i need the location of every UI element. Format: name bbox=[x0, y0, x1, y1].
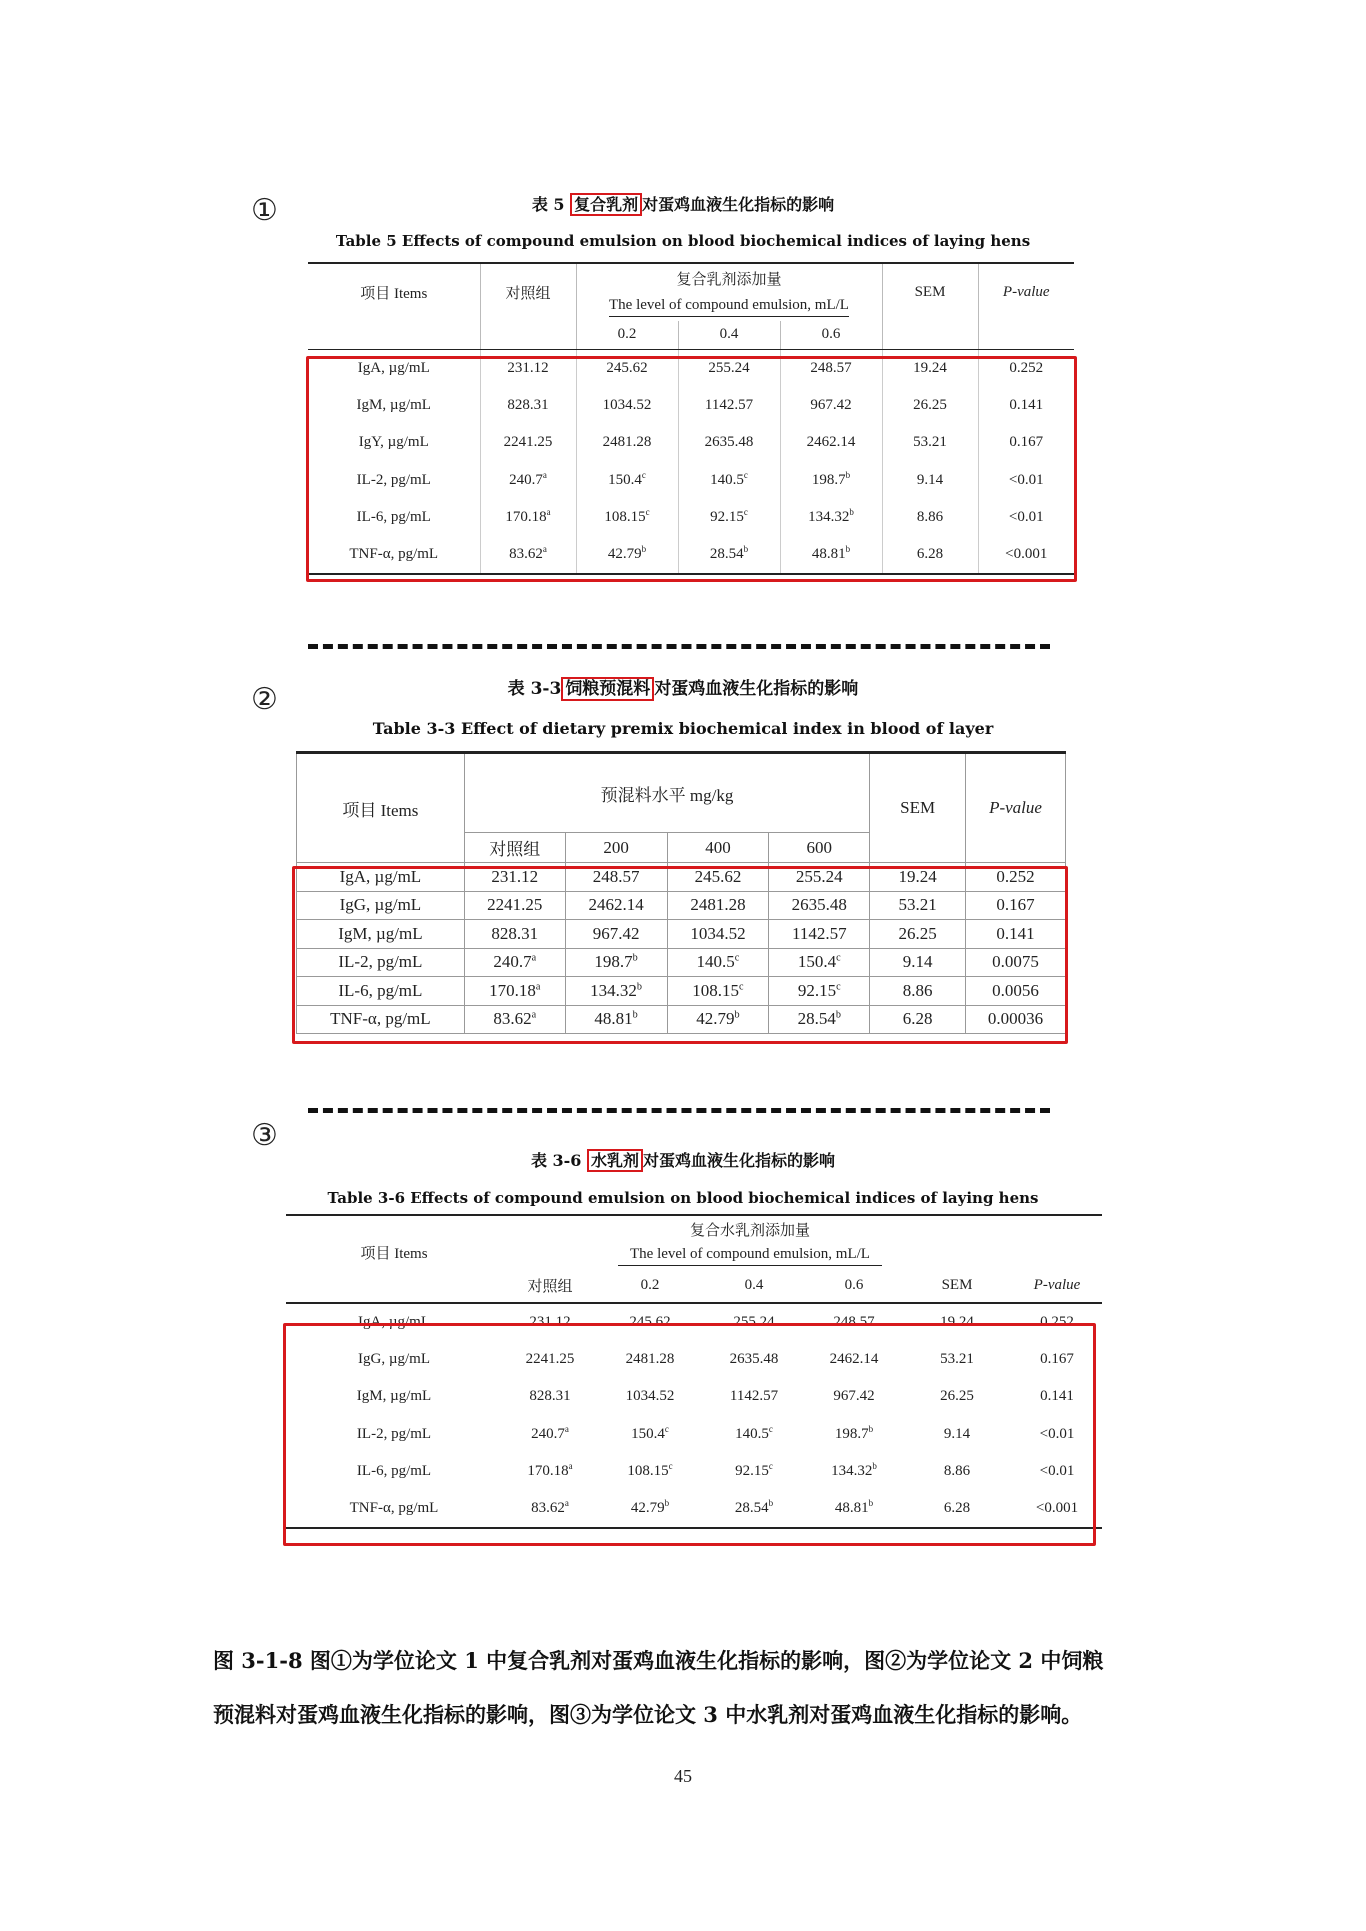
cell-p: <0.01 bbox=[1008, 509, 1044, 526]
table2-level-3: 600 bbox=[769, 833, 870, 863]
table1-title-prefix: 表 5 bbox=[531, 195, 565, 214]
cell-item: IgA, µg/mL bbox=[358, 1313, 430, 1330]
table2-title-suffix: 对蛋鸡血液生化指标的影响 bbox=[654, 679, 859, 699]
table2-header-group: 预混料水平 mg/kg bbox=[464, 753, 869, 833]
table3-header-group-cn: 复合水乳剂添加量 bbox=[598, 1215, 902, 1242]
cell-value: 48.81$^b$ bbox=[565, 1005, 667, 1034]
cell-p: 0.0056 bbox=[966, 977, 1066, 1006]
cell-value: 2481.28 bbox=[576, 424, 678, 462]
cell-value: 2481.28 bbox=[667, 891, 769, 920]
marker-2: ② bbox=[251, 682, 278, 717]
cell-item: IgM, µg/mL bbox=[356, 1388, 432, 1405]
cell-value: 2462.14 bbox=[565, 891, 667, 920]
cell-value: 150.4$^c$ bbox=[631, 1423, 669, 1442]
table1-header-items: 项目 Items bbox=[308, 263, 480, 321]
cell-control: 170.18$^a$ bbox=[464, 977, 565, 1006]
table3-highlight-box bbox=[283, 1323, 1096, 1546]
cell-value: 1142.57 bbox=[729, 1388, 779, 1405]
cell-sem: 6.28 bbox=[902, 1491, 1012, 1529]
table1-header-group-en: The level of compound emulsion, mL/L bbox=[609, 297, 849, 317]
table3-header-sem: SEM bbox=[902, 1269, 1012, 1303]
table3-title-cn bbox=[0, 1148, 1366, 1172]
cell-p: 0.252 bbox=[1040, 1313, 1074, 1330]
cell-value: 967.42 bbox=[780, 387, 882, 425]
cell-value: 2462.14 bbox=[829, 1350, 879, 1367]
table2-title-prefix: 表 3-3 bbox=[507, 679, 562, 699]
cell-value: 255.24 bbox=[678, 349, 780, 387]
table3-title-prefix: 表 3-6 bbox=[530, 1151, 582, 1170]
cell-item: IL-6, pg/mL bbox=[356, 1463, 432, 1480]
cell-sem: 8.86 bbox=[870, 977, 966, 1006]
cell-value: 48.81$^b$ bbox=[806, 1491, 902, 1529]
cell-value: 28.54$^b$ bbox=[678, 537, 780, 575]
table1-level-1: 0.4 bbox=[678, 321, 780, 349]
cell-control: 170.18$^a$ bbox=[527, 1461, 573, 1480]
cell-item: IL-6, pg/mL bbox=[308, 499, 480, 537]
cell-value: 42.79$^b$ bbox=[667, 1005, 769, 1034]
cell-value: 134.32$^b$ bbox=[831, 1461, 877, 1480]
cell-control: 231.12 bbox=[464, 863, 565, 892]
table2-title-cn bbox=[0, 674, 1366, 701]
table3-header-group-en: The level of compound emulsion, mL/L bbox=[618, 1246, 882, 1266]
table1-header-sem: SEM bbox=[882, 263, 978, 321]
cell-sem: 53.21 bbox=[870, 891, 966, 920]
table3-level-1: 0.4 bbox=[702, 1269, 806, 1303]
cell-sem: 8.86 bbox=[943, 1463, 971, 1480]
table2-highlight-box bbox=[292, 866, 1068, 1044]
table1-title-en: Table 5 Effects of compound emulsion on blood biochemical indices of laying hens bbox=[335, 232, 1031, 250]
cell-value: 967.42 bbox=[833, 1388, 875, 1405]
table3-title-highlight: 水乳剂 bbox=[587, 1149, 643, 1172]
table2-header-p: P-value bbox=[966, 753, 1066, 863]
table1-title-suffix: 对蛋鸡血液生化指标的影响 bbox=[642, 195, 835, 214]
cell-p: 0.167 bbox=[966, 891, 1066, 920]
cell-control: 83.62$^a$ bbox=[480, 537, 576, 575]
table2-level-1: 200 bbox=[565, 833, 667, 863]
cell-control: 83.62$^a$ bbox=[464, 1005, 565, 1034]
cell-item: TNF-α, pg/mL bbox=[297, 1005, 465, 1034]
cell-p: <0.001 bbox=[978, 537, 1074, 575]
cell-item: IgG, µg/mL bbox=[297, 891, 465, 920]
cell-value: 1142.57 bbox=[769, 920, 870, 949]
cell-value: 198.7$^b$ bbox=[565, 948, 667, 977]
cell-value: 42.79$^b$ bbox=[598, 1491, 702, 1529]
cell-value: 140.5$^c$ bbox=[667, 948, 769, 977]
cell-value: 967.42 bbox=[565, 920, 667, 949]
table1-level-0: 0.2 bbox=[576, 321, 678, 349]
cell-control: 2241.25 bbox=[480, 424, 576, 462]
cell-control: 170.18$^a$ bbox=[480, 499, 576, 537]
table2-title-highlight: 饲粮预混料 bbox=[561, 677, 654, 701]
cell-sem: 9.14 bbox=[882, 462, 978, 500]
cell-item: IgG, µg/mL bbox=[358, 1350, 430, 1367]
divider-1 bbox=[308, 644, 1050, 649]
cell-control: 828.31 bbox=[464, 920, 565, 949]
cell-value: 255.24 bbox=[769, 863, 870, 892]
cell-value: 245.62 bbox=[629, 1313, 671, 1330]
cell-item: IL-6, pg/mL bbox=[297, 977, 465, 1006]
table2-header-items: 项目 Items bbox=[297, 753, 465, 863]
cell-value: 248.57 bbox=[780, 349, 882, 387]
table3-header-items: 项目 Items bbox=[286, 1215, 502, 1269]
cell-item: IgA, µg/mL bbox=[297, 863, 465, 892]
cell-control: 231.12 bbox=[480, 349, 576, 387]
cell-value: 42.79$^b$ bbox=[576, 537, 678, 575]
cell-item: IgA, µg/mL bbox=[308, 349, 480, 387]
cell-p: 0.141 bbox=[1040, 1388, 1074, 1405]
cell-sem: 53.21 bbox=[882, 424, 978, 462]
cell-value: 1034.52 bbox=[576, 387, 678, 425]
cell-control: 240.7$^a$ bbox=[480, 462, 576, 500]
table3-level-2: 0.6 bbox=[806, 1269, 902, 1303]
cell-value: 134.32$^b$ bbox=[565, 977, 667, 1006]
cell-value: 134.32$^b$ bbox=[780, 499, 882, 537]
cell-control: 231.12 bbox=[529, 1313, 571, 1330]
cell-item: IgM, µg/mL bbox=[297, 920, 465, 949]
cell-value: 2635.48 bbox=[769, 891, 870, 920]
table3-title-en: Table 3-6 Effects of compound emulsion on blood biochemical indices of laying hens bbox=[327, 1189, 1039, 1207]
cell-value: 198.7$^b$ bbox=[834, 1423, 874, 1442]
cell-p: 0.252 bbox=[1009, 359, 1044, 376]
cell-value: 2635.48 bbox=[678, 424, 780, 462]
cell-p: 0.00036 bbox=[966, 1005, 1066, 1034]
cell-control: 2241.25 bbox=[525, 1350, 575, 1367]
cell-value: 245.62 bbox=[576, 349, 678, 387]
table1-header-p: P-value bbox=[978, 263, 1074, 321]
table2-level-2: 400 bbox=[667, 833, 769, 863]
cell-value: 150.4$^c$ bbox=[769, 948, 870, 977]
cell-value: 92.15$^c$ bbox=[678, 499, 780, 537]
cell-item: IL-2, pg/mL bbox=[308, 462, 480, 500]
cell-sem: 26.25 bbox=[870, 920, 966, 949]
cell-value: 2635.48 bbox=[729, 1350, 779, 1367]
table3-header-control: 对照组 bbox=[502, 1269, 598, 1303]
cell-value: 255.24 bbox=[733, 1313, 775, 1330]
cell-control: 83.62$^a$ bbox=[502, 1491, 598, 1529]
cell-p: <0.001 bbox=[1012, 1491, 1102, 1529]
page-number: 45 bbox=[674, 1766, 692, 1786]
table3-title-suffix: 对蛋鸡血液生化指标的影响 bbox=[643, 1151, 836, 1170]
cell-value: 198.7$^b$ bbox=[780, 462, 882, 500]
cell-p: 0.141 bbox=[1009, 396, 1044, 413]
cell-p: 0.0075 bbox=[966, 948, 1066, 977]
cell-sem: 26.25 bbox=[940, 1388, 974, 1405]
cell-control: 828.31 bbox=[529, 1388, 571, 1405]
cell-sem: 19.24 bbox=[940, 1313, 974, 1330]
table1-highlight-box bbox=[306, 356, 1077, 582]
cell-value: 150.4$^c$ bbox=[576, 462, 678, 500]
divider-2 bbox=[308, 1108, 1050, 1113]
cell-value: 92.15$^c$ bbox=[769, 977, 870, 1006]
cell-item: IL-2, pg/mL bbox=[297, 948, 465, 977]
marker-1: ① bbox=[251, 193, 278, 228]
cell-p: <0.01 bbox=[1008, 471, 1044, 488]
cell-p: 0.167 bbox=[1009, 434, 1044, 451]
cell-sem: 9.14 bbox=[943, 1425, 971, 1442]
table1-level-2: 0.6 bbox=[780, 321, 882, 349]
table3-level-0: 0.2 bbox=[598, 1269, 702, 1303]
cell-item: TNF-α, pg/mL bbox=[286, 1491, 502, 1529]
cell-value: 2462.14 bbox=[780, 424, 882, 462]
table2-level-0: 对照组 bbox=[464, 833, 565, 863]
cell-control: 828.31 bbox=[480, 387, 576, 425]
cell-control: 2241.25 bbox=[464, 891, 565, 920]
cell-sem: 53.21 bbox=[940, 1350, 974, 1367]
cell-p: 0.167 bbox=[1040, 1350, 1074, 1367]
cell-value: 2481.28 bbox=[625, 1350, 675, 1367]
cell-item: IL-2, pg/mL bbox=[356, 1425, 432, 1442]
cell-sem: 8.86 bbox=[882, 499, 978, 537]
cell-item: IgM, µg/mL bbox=[308, 387, 480, 425]
cell-p: <0.01 bbox=[1039, 1463, 1075, 1480]
cell-item: TNF-α, pg/mL bbox=[308, 537, 480, 575]
cell-value: 28.54$^b$ bbox=[769, 1005, 870, 1034]
table1-header-control: 对照组 bbox=[480, 263, 576, 321]
cell-control: 240.7$^a$ bbox=[531, 1423, 569, 1442]
cell-value: 248.57 bbox=[565, 863, 667, 892]
cell-control: 240.7$^a$ bbox=[464, 948, 565, 977]
cell-sem: 9.14 bbox=[870, 948, 966, 977]
cell-value: 108.15$^c$ bbox=[576, 499, 678, 537]
caption-line-1: 图 3-1-8 图①为学位论文 1 中复合乳剂对蛋鸡血液生化指标的影响，图②为学位论文 2 中饲粮 bbox=[213, 1648, 1104, 1673]
cell-p: <0.01 bbox=[1039, 1425, 1075, 1442]
cell-value: 140.5$^c$ bbox=[735, 1423, 773, 1442]
cell-sem: 19.24 bbox=[882, 349, 978, 387]
cell-value: 245.62 bbox=[667, 863, 769, 892]
caption-line-2: 预混料对蛋鸡血液生化指标的影响，图③为学位论文 3 中水乳剂对蛋鸡血液生化指标的影响。 bbox=[213, 1702, 1083, 1727]
cell-sem: 6.28 bbox=[870, 1005, 966, 1034]
table2-header-sem: SEM bbox=[870, 753, 966, 863]
table2-title-en: Table 3-3 Effect of dietary premix biochemical index in blood of layer bbox=[372, 719, 994, 738]
cell-value: 248.57 bbox=[833, 1313, 875, 1330]
cell-value: 1142.57 bbox=[678, 387, 780, 425]
cell-value: 108.15$^c$ bbox=[627, 1461, 673, 1480]
cell-p: 0.252 bbox=[966, 863, 1066, 892]
table1-header-group-cn: 复合乳剂添加量 bbox=[576, 263, 882, 293]
cell-value: 108.15$^c$ bbox=[667, 977, 769, 1006]
cell-sem: 26.25 bbox=[882, 387, 978, 425]
figure-caption bbox=[213, 1634, 1173, 1742]
cell-sem: 6.28 bbox=[882, 537, 978, 575]
cell-value: 28.54$^b$ bbox=[702, 1491, 806, 1529]
cell-p: 0.141 bbox=[966, 920, 1066, 949]
cell-value: 92.15$^c$ bbox=[735, 1461, 773, 1480]
table3-header-p: P-value bbox=[1012, 1269, 1102, 1303]
marker-3: ③ bbox=[251, 1118, 278, 1153]
cell-value: 48.81$^b$ bbox=[780, 537, 882, 575]
cell-value: 1034.52 bbox=[625, 1388, 675, 1405]
table1-title-cn bbox=[0, 192, 1366, 216]
table1-title-highlight: 复合乳剂 bbox=[570, 193, 642, 216]
cell-item: IgY, µg/mL bbox=[308, 424, 480, 462]
cell-value: 140.5$^c$ bbox=[678, 462, 780, 500]
cell-value: 1034.52 bbox=[667, 920, 769, 949]
cell-sem: 19.24 bbox=[870, 863, 966, 892]
